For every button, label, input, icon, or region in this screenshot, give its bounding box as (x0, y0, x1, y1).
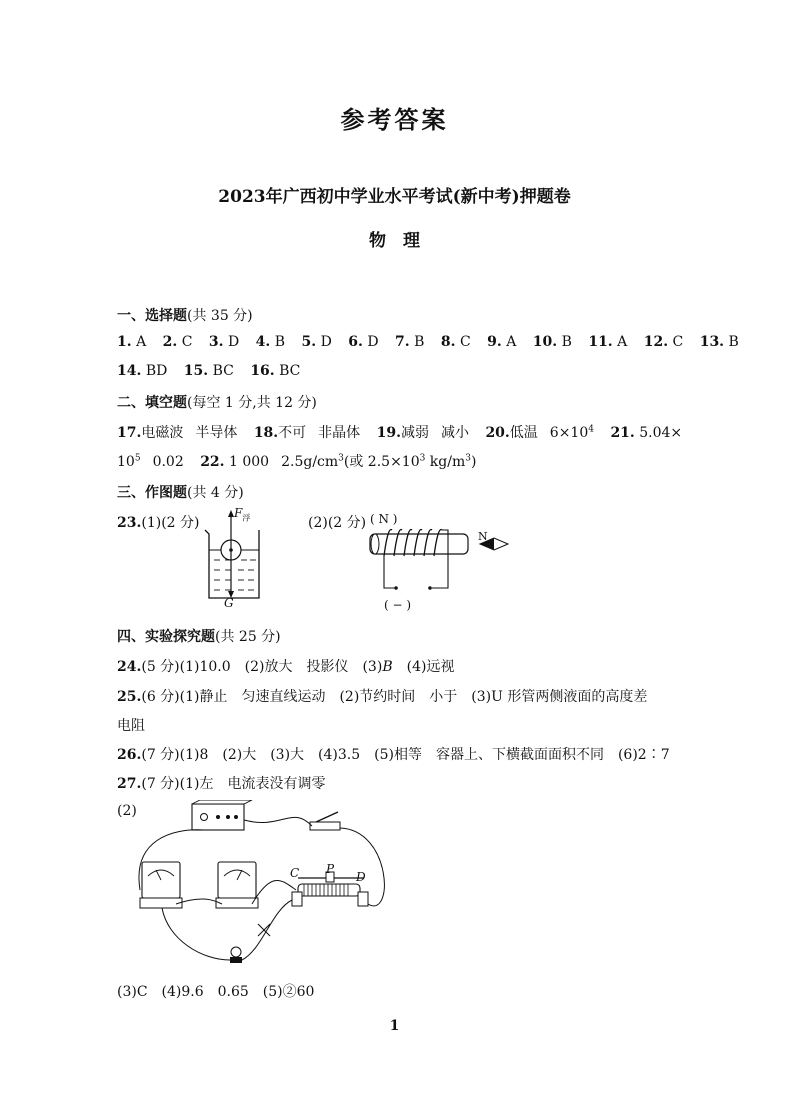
subject-title: 物 理 (369, 231, 420, 251)
q24-answer: 24.(5 分)(1)10.0 (2)放大 投影仪 (3)B (4)远视 (117, 659, 455, 675)
q23-part2-label: (2)(2 分) (308, 515, 367, 531)
fill-answers-row-1: 17.电磁波 半导体 18.不可 非晶体 19.减弱 减小 20.低温 $6\times 10^4$ 21. 5.04× (117, 424, 683, 441)
page-title: 参考答案 (340, 105, 449, 134)
exam-subtitle: 2023年广西初中学业水平考试(新中考)押题卷 (218, 187, 571, 207)
q25-answer: 25.(6 分)(1)静止 匀速直线运动 (2)节约时间 小于 (3)U 形管两侧液面的高度差 (117, 689, 648, 705)
page-number: 1 (389, 1018, 400, 1034)
rheostat-slider-p-label: P (326, 862, 335, 876)
beaker-diagram (195, 508, 275, 612)
q26-answer: 26.(7 分)(1)8 (2)大 (3)大 (4)3.5 (5)相等 容器上、下横截面面积不同 (6)2∶7 (117, 747, 670, 763)
q25-answer-line2: 电阻 (117, 718, 145, 734)
gravity-label: G (224, 596, 234, 610)
q27-part2-label: (2) (117, 803, 137, 819)
section-4-header: 四、实验探究题(共 25 分) (117, 629, 281, 645)
q27-answer: 27.(7 分)(1)左 电流表没有调零 (117, 776, 326, 792)
mc-answers-row-1: 1. A 2. C 3. D 4. B 5. D 6. D 7. B 8. C 9. A 10. B 11. A 12. C 13. B (117, 334, 739, 350)
rheostat-terminal-c-label: C (290, 866, 300, 880)
mc-answers-row-2: 14. BD 15. BC 16. BC (117, 363, 301, 379)
fill-answers-row-2: $10^5$ 0.02 22. 1 000 $2.5g/cm^3$(或 $2.5\times 10^3$ $kg/m^3$) (117, 453, 477, 470)
section-1-header: 一、选择题(共 35 分) (117, 308, 253, 324)
rheostat-terminal-d-label: D (356, 870, 366, 884)
power-polarity-label: ( − ) (384, 598, 412, 612)
circuit-diagram (132, 800, 392, 970)
section-2-header: 二、填空题(每空 1 分,共 12 分) (117, 395, 317, 411)
buoyancy-force-label: $F_浮$ (234, 506, 251, 523)
q23-part1-label: 23.(1)(2 分) (117, 515, 200, 531)
section-3-header: 三、作图题(共 4 分) (117, 485, 244, 501)
compass-n-label: N (478, 530, 488, 543)
q27-answers-tail: (3)C (4)9.6 0.65 (5)②60 (117, 984, 315, 1000)
solenoid-n-label: ( N ) (370, 512, 398, 526)
